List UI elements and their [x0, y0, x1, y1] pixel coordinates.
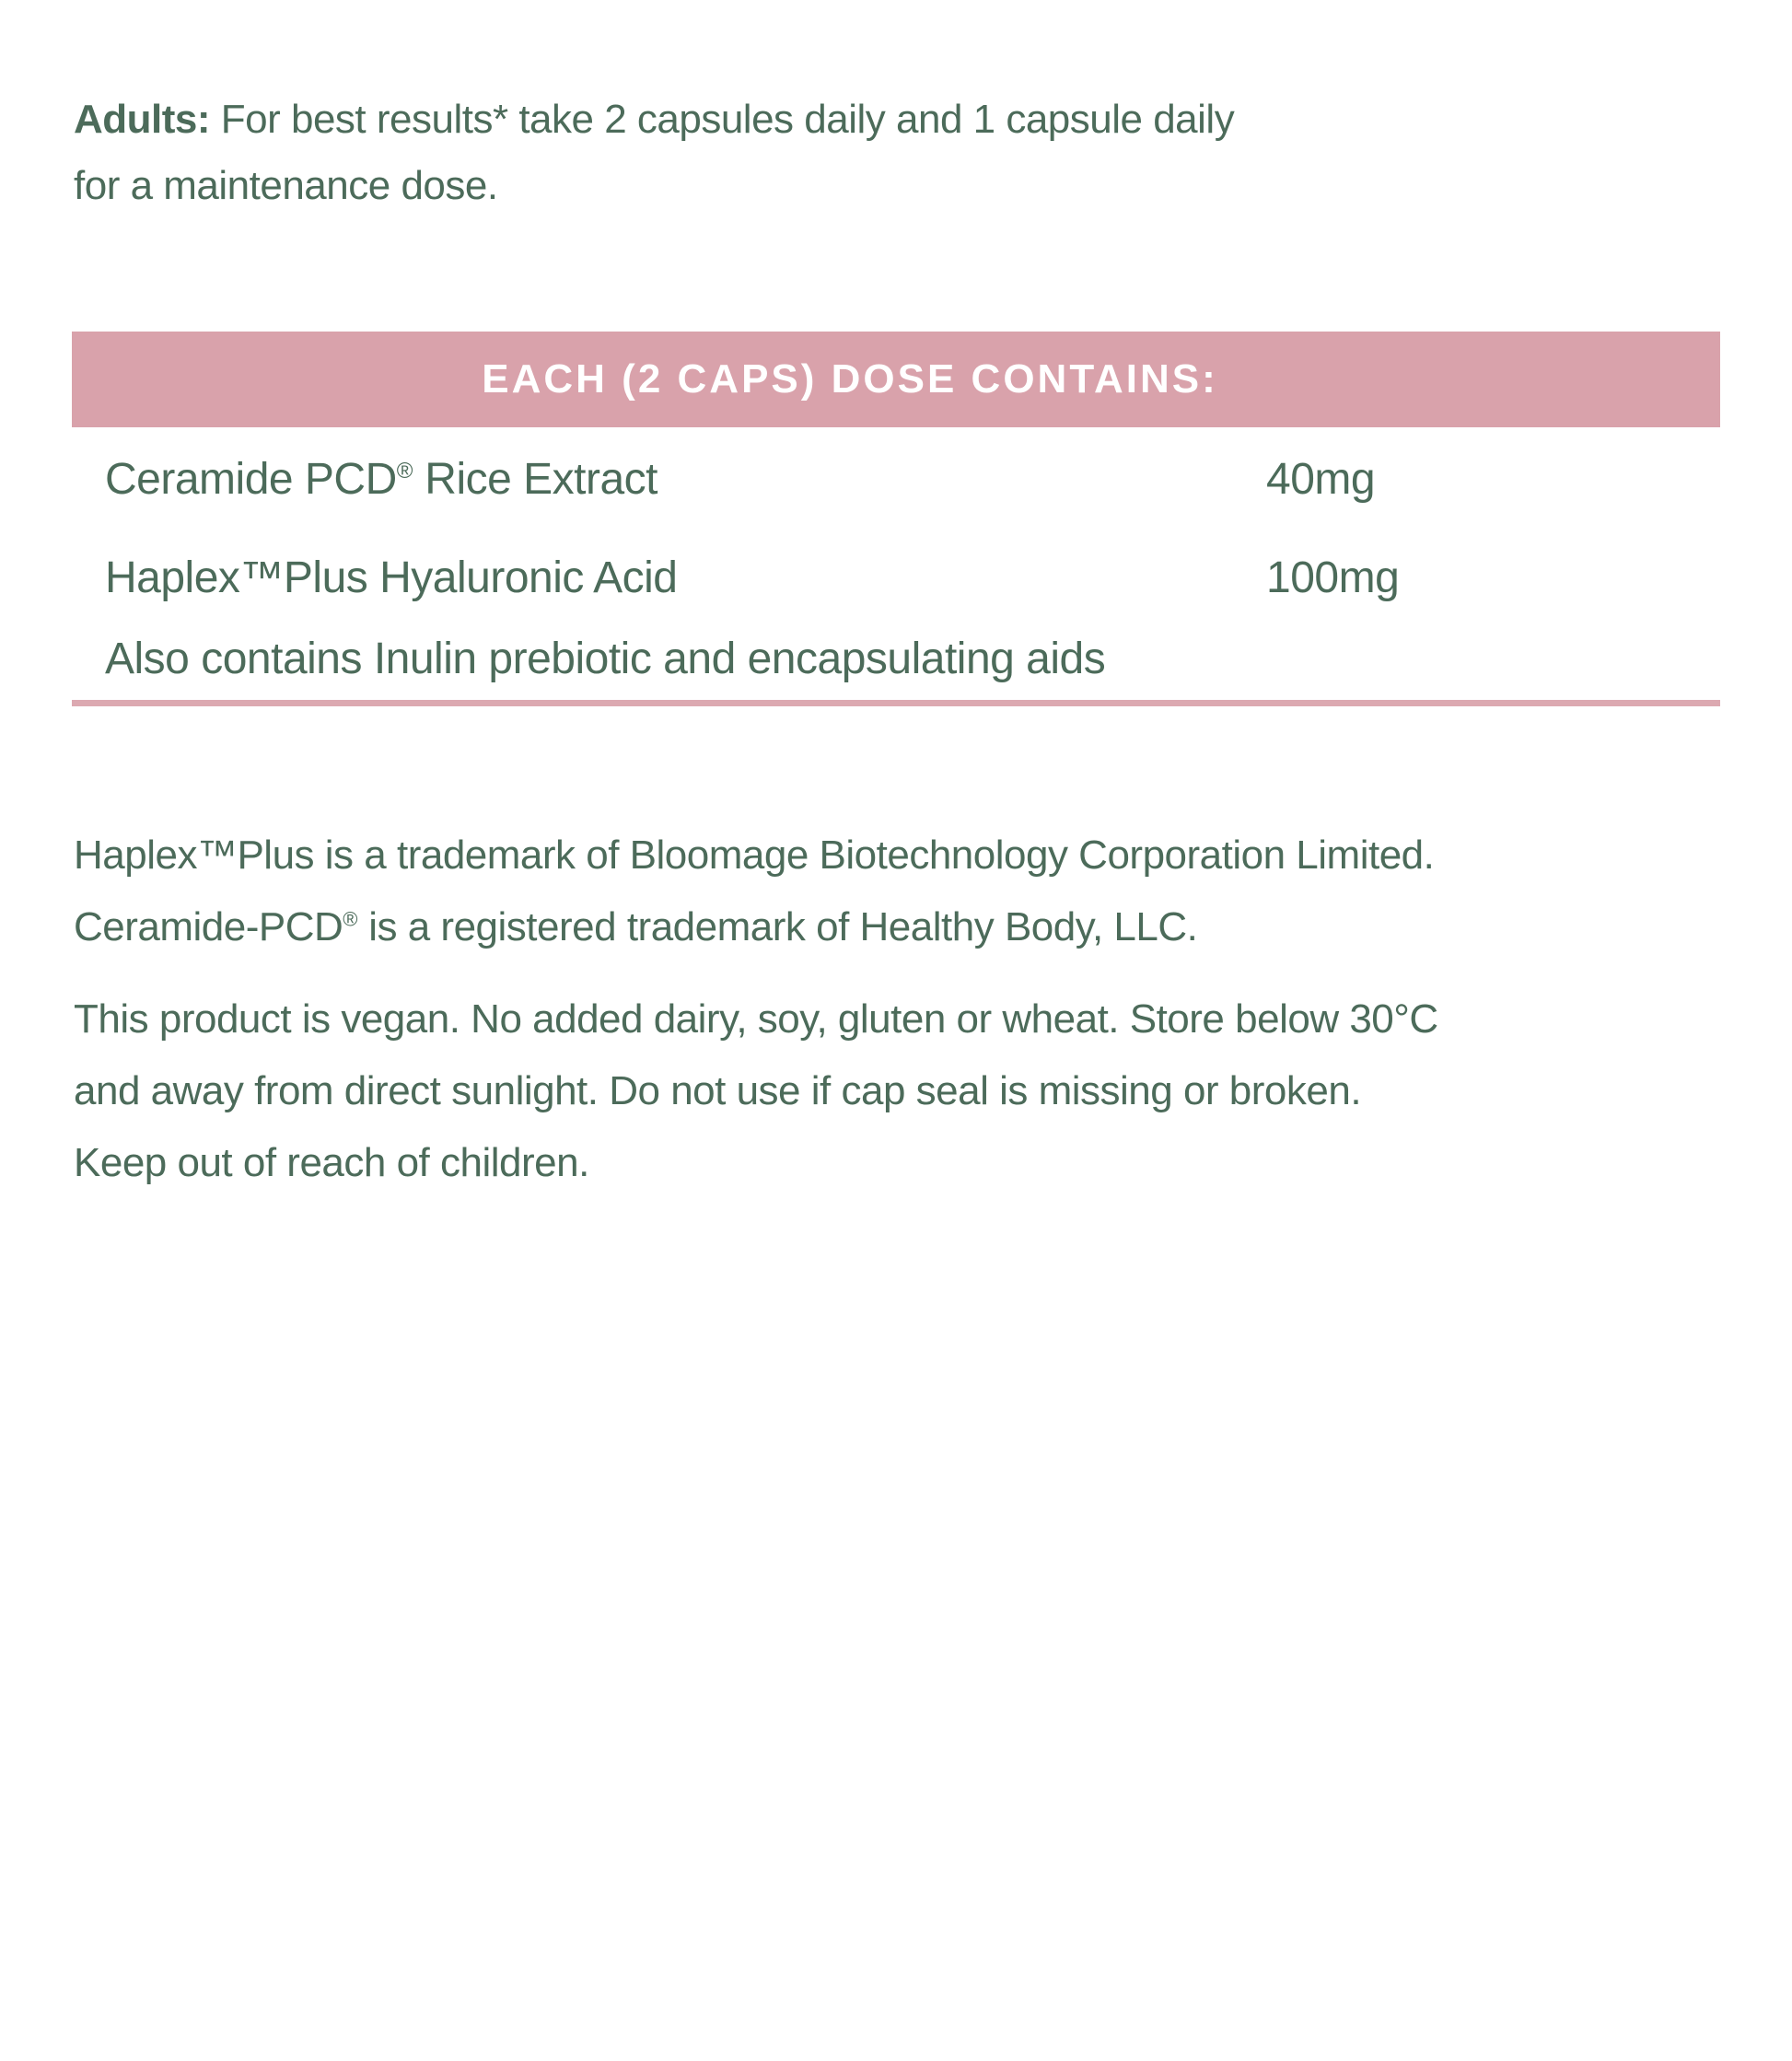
storage-warnings-line1: This product is vegan. No added dairy, soy, gluten or wheat. Store below 30°C [74, 996, 1438, 1042]
trademark-attribution [74, 820, 1434, 963]
storage-warnings-line2: and away from direct sunlight. Do not use if cap seal is missing or broken. [74, 1068, 1362, 1113]
table-row-ceramide [105, 452, 1648, 507]
dosage-instructions-line1 [74, 87, 1234, 153]
dose-table-header-banner [72, 332, 1720, 427]
ingredient-amount: 100mg [1266, 553, 1400, 602]
storage-warnings [74, 984, 1438, 1199]
trademark-attribution-line2-pre: Ceramide-PCD [74, 904, 343, 949]
ingredient-amount: 40mg [1266, 455, 1376, 504]
dosage-instructions-adults-label: Adults: [74, 97, 211, 142]
trademark-attribution-line1: Haplex™Plus is a trademark of Bloomage Biotechnology Corporation Limited. [74, 833, 1435, 878]
dosage-instructions-line1-text: For best results* take 2 capsules daily and 1 capsule daily [210, 97, 1235, 142]
registered-trademark-symbol: ® [396, 459, 413, 483]
ingredient-name-pre: Ceramide PCD [105, 455, 397, 504]
ingredient-name-pre: Haplex™Plus [105, 553, 368, 602]
table-row-haplex [105, 551, 1648, 606]
table-row-also-contains: Also contains Inulin prebiotic and encapsulating aids [105, 635, 1106, 683]
ingredient-name [105, 455, 657, 504]
ingredient-name-post: Hyaluronic Acid [367, 553, 678, 602]
ingredient-name-post: Rice Extract [413, 455, 658, 504]
storage-warnings-line3: Keep out of reach of children. [74, 1140, 589, 1185]
ingredient-name [105, 553, 677, 602]
trademark-attribution-line2-post: is a registered trademark of Healthy Body, LLC. [357, 904, 1198, 949]
pink-divider-rule [72, 700, 1720, 706]
dosage-instructions-line2: for a maintenance dose. [74, 163, 498, 208]
trademark-attribution-line2 [74, 891, 1434, 963]
dose-table-header-text: EACH (2 CAPS) DOSE CONTAINS: [482, 356, 1218, 402]
dosage-instructions [74, 87, 1234, 219]
registered-trademark-symbol: ® [343, 907, 358, 931]
